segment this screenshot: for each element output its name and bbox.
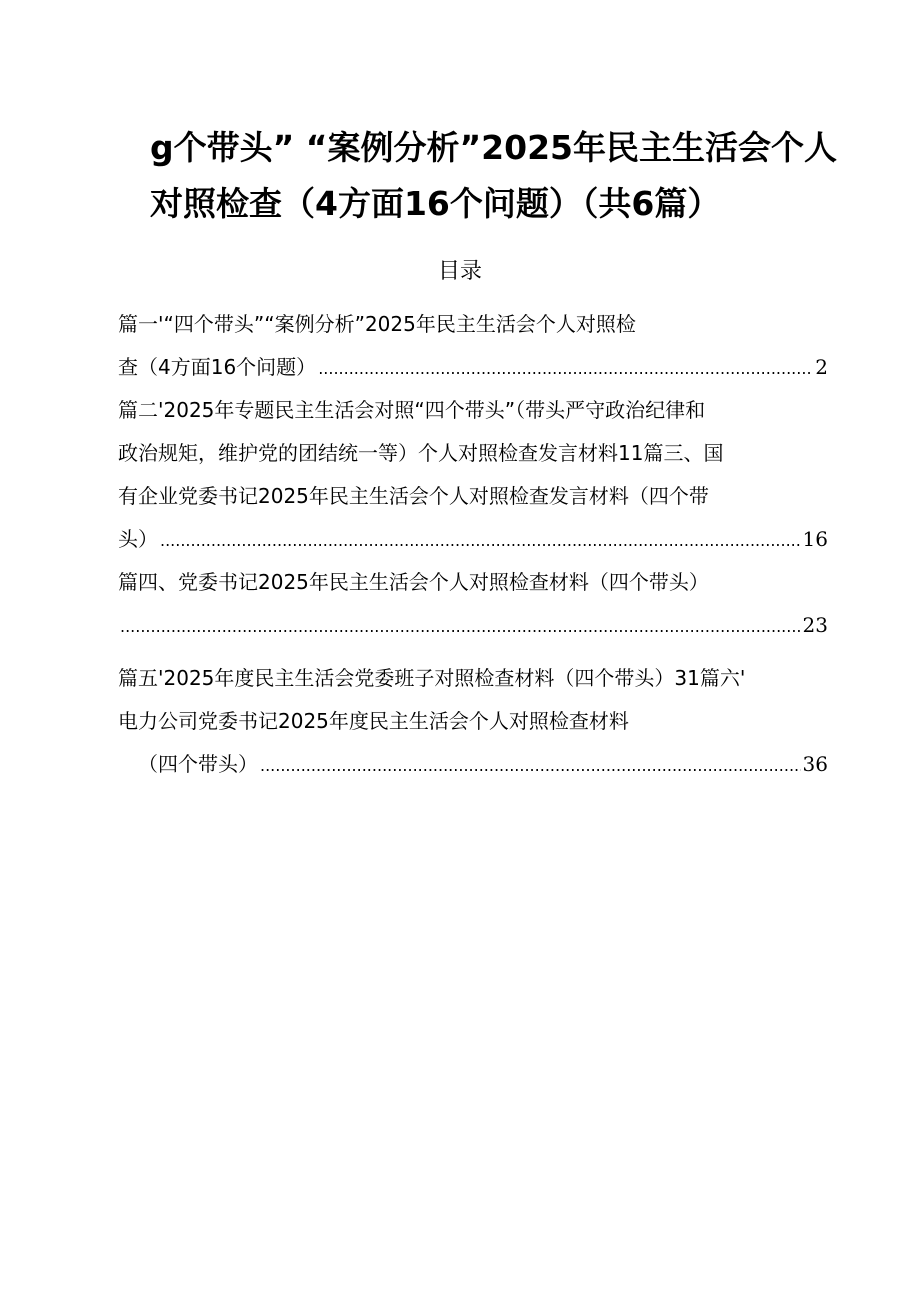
toc-text: 篇五'2025年度民主生活会党委班子对照检查材料（四个带头）31篇六': [118, 666, 746, 690]
toc-text: 政治规矩，维护党的团结统一等）个人对照检查发言材料11篇三、国: [118, 441, 724, 465]
toc-line-10[interactable]: [118, 700, 828, 743]
toc-page-number: 23: [802, 613, 828, 637]
document-title: [150, 120, 838, 232]
toc-line-6[interactable]: [118, 518, 828, 561]
toc-spacer: [118, 647, 828, 657]
toc-line-4[interactable]: [118, 432, 828, 475]
toc-line-5[interactable]: [118, 475, 828, 518]
toc-page-number: 16: [802, 527, 828, 551]
toc-text: 篇一'“四个带头”“案例分析”2025年民主生活会个人对照检: [118, 312, 636, 336]
toc-line-11[interactable]: [118, 743, 828, 786]
dot-leader: [160, 519, 801, 562]
toc-page-number: 36: [802, 752, 828, 776]
toc-text: 头）: [118, 527, 158, 551]
toc-text: （四个带头）: [138, 752, 258, 776]
toc-line-3[interactable]: [118, 389, 828, 432]
toc-text: 篇四、党委书记2025年民主生活会个人对照检查材料（四个带头）: [118, 570, 709, 594]
table-of-contents: [118, 303, 828, 786]
toc-line-1[interactable]: [118, 303, 828, 346]
toc-line-7[interactable]: [118, 561, 828, 604]
toc-line-9[interactable]: [118, 657, 828, 700]
title-line-2: 对照检查（4方面16个问题）（共6篇）: [150, 184, 721, 223]
toc-text: 查（4方面16个问题）: [118, 355, 317, 379]
dot-leader: [260, 744, 801, 787]
toc-text: 电力公司党委书记2025年度民主生活会个人对照检查材料: [118, 709, 629, 733]
toc-page-number: 2: [815, 355, 828, 379]
dot-leader: [318, 347, 813, 390]
toc-heading: 目录: [437, 259, 482, 284]
toc-text: 篇二'2025年专题民主生活会对照“四个带头”（带头严守政治纪律和: [118, 398, 706, 422]
toc-line-8[interactable]: [118, 604, 828, 647]
toc-line-2[interactable]: [118, 346, 828, 389]
title-line-1: g个带头” “案例分析”2025年民主生活会个人: [150, 128, 838, 167]
toc-text: 有企业党委书记2025年民主生活会个人对照检查发言材料（四个带: [118, 484, 709, 508]
dot-leader: [120, 605, 801, 648]
